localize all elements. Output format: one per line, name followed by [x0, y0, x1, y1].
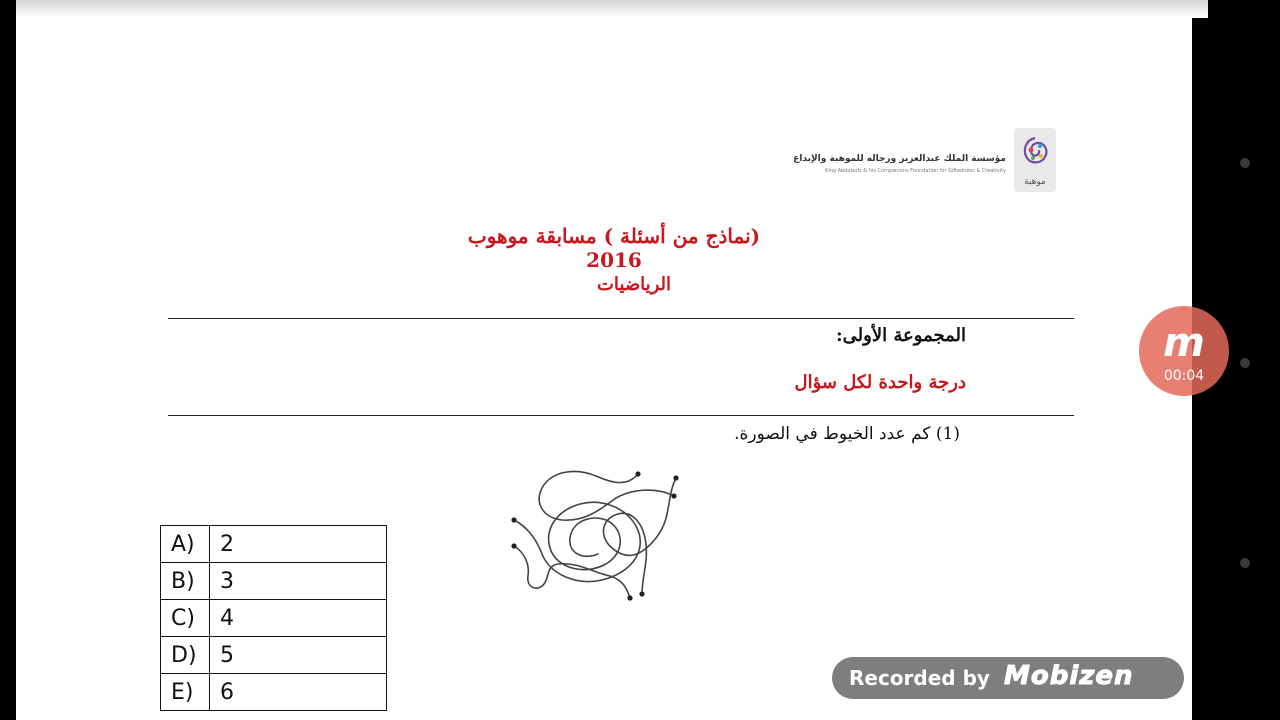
answer-row[interactable] — [161, 637, 387, 674]
answer-value: 3 — [210, 563, 387, 600]
side-nav-dot[interactable] — [1240, 358, 1250, 368]
document-page — [16, 0, 1192, 720]
question-text: (1) كم عدد الخيوط في الصورة. — [734, 424, 960, 444]
answer-options-table — [160, 525, 387, 711]
answer-value: 2 — [210, 526, 387, 563]
answer-row[interactable] — [161, 600, 387, 637]
answer-value: 4 — [210, 600, 387, 637]
logo-wordmark: موهبة — [1024, 177, 1046, 187]
logo-english-name: King Abdulaziz & his Companions Foundation for Giftedness & Creativity — [825, 168, 1006, 174]
recorder-floating-button[interactable] — [1139, 306, 1229, 396]
answer-letter: E) — [161, 674, 210, 711]
page-top-shadow — [16, 0, 1208, 18]
mobizen-brand-logo: Mobizen — [1004, 661, 1134, 691]
mobizen-m-icon: m — [1163, 320, 1205, 366]
group-note: درجة واحدة لكل سؤال — [794, 372, 966, 393]
answer-letter: A) — [161, 526, 210, 563]
exam-subject: الرياضيات — [596, 274, 672, 295]
mawhiba-logo-icon — [1014, 128, 1056, 192]
side-nav-dot[interactable] — [1240, 158, 1250, 168]
recording-timer: 00:04 — [1163, 368, 1205, 384]
answer-letter: D) — [161, 637, 210, 674]
answer-value: 5 — [210, 637, 387, 674]
answer-row[interactable] — [161, 563, 387, 600]
exam-title: (نماذج من أسئلة ) مسابقة موهوب 2016 — [467, 224, 761, 272]
answer-letter: B) — [161, 563, 210, 600]
recorded-by-label: Recorded by — [849, 666, 990, 690]
answer-row[interactable] — [161, 674, 387, 711]
tangled-threads-figure — [506, 468, 686, 602]
recorded-by-watermark — [832, 657, 1184, 699]
answer-letter: C) — [161, 600, 210, 637]
side-nav-dot[interactable] — [1240, 558, 1250, 568]
group-heading: المجموعة الأولى: — [836, 325, 966, 346]
answer-row[interactable] — [161, 526, 387, 563]
foundation-logo — [793, 128, 1056, 194]
logo-arabic-name: مؤسسة الملك عبدالعزيز ورجاله للموهبة والإبداع — [793, 154, 1006, 164]
answer-value: 6 — [210, 674, 387, 711]
divider-bottom — [168, 415, 1074, 416]
divider-top — [168, 318, 1074, 319]
